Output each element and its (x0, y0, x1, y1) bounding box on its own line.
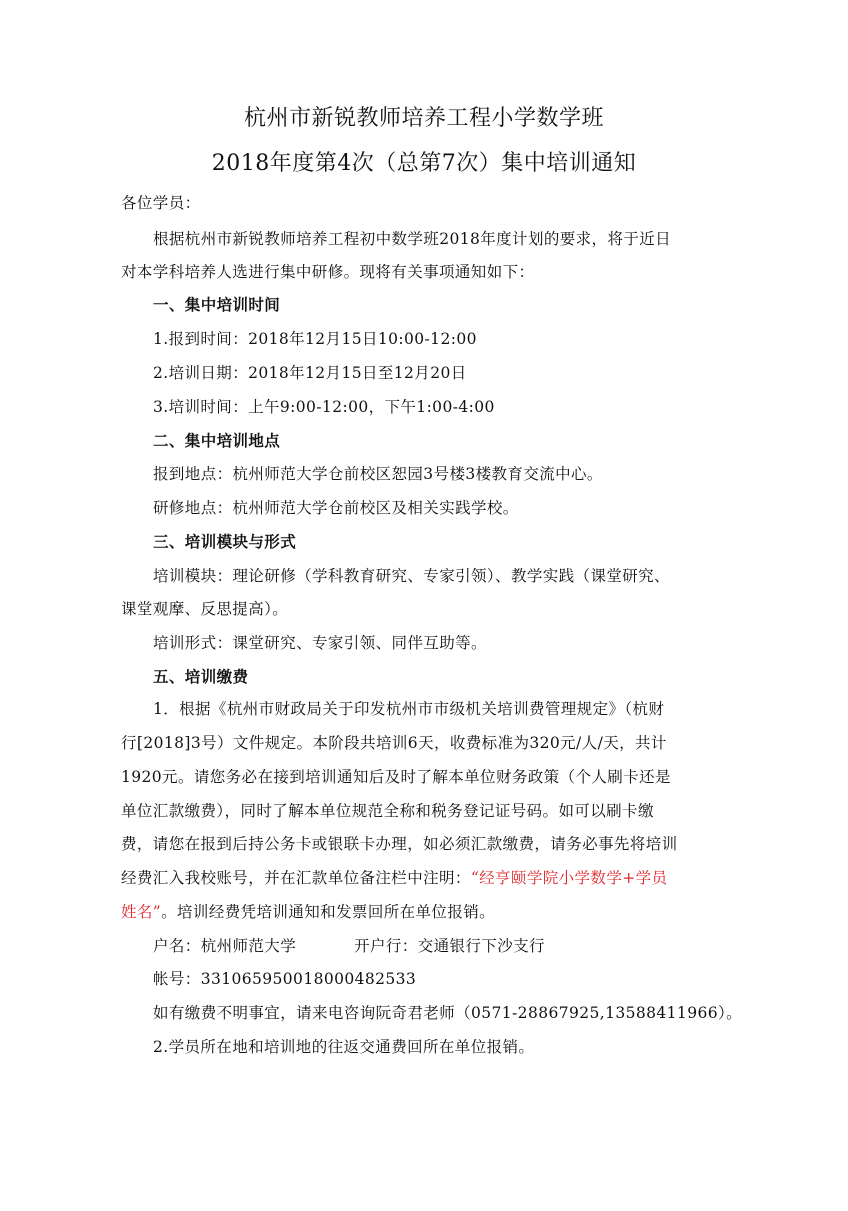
section-3-heading: 三、培训模块与形式 (153, 532, 297, 551)
training-modules-line-1: 培训模块：理论研修（学科教育研究、专家引领）、教学实践（课堂研究、 (153, 567, 670, 585)
training-dates: 2.培训日期：2018年12月15日至12月20日 (153, 364, 467, 382)
document-title: 杭州市新锐教师培养工程小学数学班 (243, 106, 604, 131)
training-hours: 3.培训时间：上午9:00-12:00，下午1:00-4:00 (153, 398, 495, 416)
section-1-heading: 一、集中培训时间 (153, 295, 281, 314)
checkin-time: 1.报到时间：2018年12月15日10:00-12:00 (153, 330, 477, 348)
account-number: 帐号：331065950018000482533 (153, 970, 417, 988)
fee-paragraph-line-6-text: 经费汇入我校账号，并在汇款单位备注栏中注明： (121, 869, 471, 887)
section-5-heading: 五、培训缴费 (153, 667, 249, 686)
training-modules-line-2: 课堂观摩、反思提高）。 (121, 600, 289, 618)
contact-info: 如有缴费不明事宜，请来电咨询阮奇君老师（0571-28867925,13588411966）。 (153, 1004, 743, 1022)
bank-name: 开户行：交通银行下沙支行 (354, 937, 545, 955)
intro-line-2: 对本学科培养人选进行集中研修。现将有关事项通知如下： (121, 263, 535, 281)
document-subtitle: 2018年度第4次（总第7次）集中培训通知 (211, 151, 637, 176)
study-location: 研修地点：杭州师范大学仓前校区及相关实践学校。 (153, 499, 519, 517)
remittance-note-highlight: “经亨颐学院小学数学+学员 (470, 869, 668, 887)
section-2-heading: 二、集中培训地点 (153, 431, 281, 450)
fee-paragraph-line-3: 1920元。请您务必在接到培训通知后及时了解本单位财务政策（个人刷卡还是 (121, 768, 671, 786)
fee-paragraph-line-1: 1．根据《杭州市财政局关于印发杭州市市级机关培训费管理规定》（杭财 (153, 700, 665, 718)
fee-paragraph-line-5: 费，请您在报到后持公务卡或银联卡办理，如必须汇款缴费，请务必事先将培训 (121, 835, 678, 853)
remittance-note-highlight-end: 姓名” (121, 903, 162, 921)
fee-paragraph-line-7 (121, 900, 495, 922)
fee-paragraph-line-6 (121, 866, 667, 888)
account-name: 户名：杭州师范大学 (153, 937, 297, 955)
intro-line-1: 根据杭州市新锐教师培养工程初中数学班2018年度计划的要求，将于近日 (153, 230, 672, 248)
transport-reimbursement: 2.学员所在地和培训地的往返交通费回所在单位报销。 (153, 1038, 535, 1056)
bank-info-row (153, 934, 545, 956)
checkin-location: 报到地点：杭州师范大学仓前校区恕园3号楼3楼教育交流中心。 (153, 465, 603, 483)
training-format: 培训形式：课堂研究、专家引领、同伴互助等。 (153, 634, 487, 652)
fee-paragraph-line-4: 单位汇款缴费），同时了解本单位规范全称和税务登记证号码。如可以刷卡缴 (121, 802, 654, 820)
greeting: 各位学员： (121, 194, 201, 212)
fee-paragraph-line-7-text: 。培训经费凭培训通知和发票回所在单位报销。 (161, 903, 496, 921)
fee-paragraph-line-2: 行[2018]3号）文件规定。本阶段共培训6天，收费标准为320元/人/天，共计 (121, 734, 667, 752)
